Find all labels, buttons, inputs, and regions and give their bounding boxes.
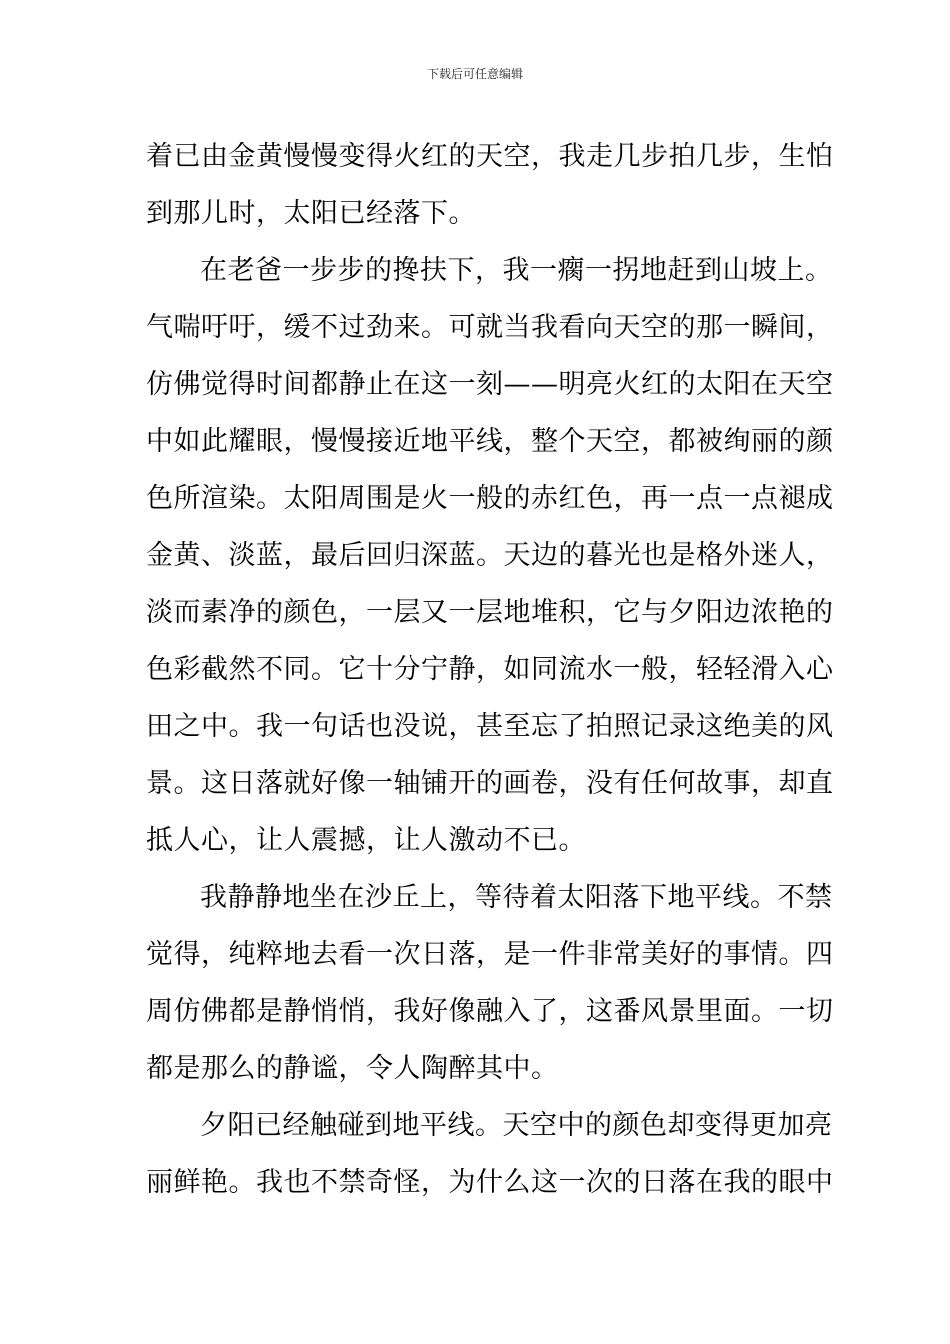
page-header: 下载后可任意编辑 (426, 67, 523, 81)
text-line: 觉得，纯粹地去看一次日落，是一件非常美好的事情。四 (146, 939, 834, 970)
text-line: 田之中。我一句话也没说，甚至忘了拍照记录这绝美的风 (146, 711, 834, 742)
text-line: 周仿佛都是静悄悄，我好像融入了，这番风景里面。一切 (146, 996, 834, 1027)
document-body (146, 128, 834, 1211)
text-line: 都是那么的静谧，令人陶醉其中。 (146, 1053, 559, 1084)
text-line: 景。这日落就好像一轴铺开的画卷，没有任何故事，却直 (146, 768, 834, 799)
paragraph-start-line: 在老爸一步步的搀扶下，我一瘸一拐地赶到山坡上。 (200, 255, 833, 286)
paragraph-start-line: 夕阳已经触碰到地平线。天空中的颜色却变得更加亮 (200, 1110, 833, 1141)
text-line: 色彩截然不同。它十分宁静，如同流水一般，轻轻滑入心 (146, 654, 834, 685)
text-line: 丽鲜艳。我也不禁奇怪，为什么这一次的日落在我的眼中 (146, 1167, 834, 1198)
text-line: 金黄、淡蓝，最后回归深蓝。天边的暮光也是格外迷人， (146, 540, 834, 571)
paragraph-start-line: 我静静地坐在沙丘上，等待着太阳落下地平线。不禁 (200, 882, 833, 913)
text-line: 着已由金黄慢慢变得火红的天空，我走几步拍几步，生怕 (146, 141, 834, 172)
text-line: 淡而素净的颜色，一层又一层地堆积，它与夕阳边浓艳的 (146, 597, 834, 628)
text-line: 中如此耀眼，慢慢接近地平线，整个天空，都被绚丽的颜 (146, 426, 834, 457)
text-line: 仿佛觉得时间都静止在这一刻——明亮火红的太阳在天空 (146, 369, 834, 400)
text-line: 到那儿时，太阳已经落下。 (146, 198, 476, 229)
text-line: 气喘吁吁，缓不过劲来。可就当我看向天空的那一瞬间， (146, 312, 834, 343)
text-line: 抵人心，让人震撼，让人激动不已。 (146, 825, 586, 856)
text-line: 色所渲染。太阳周围是火一般的赤红色，再一点一点褪成 (146, 483, 834, 514)
